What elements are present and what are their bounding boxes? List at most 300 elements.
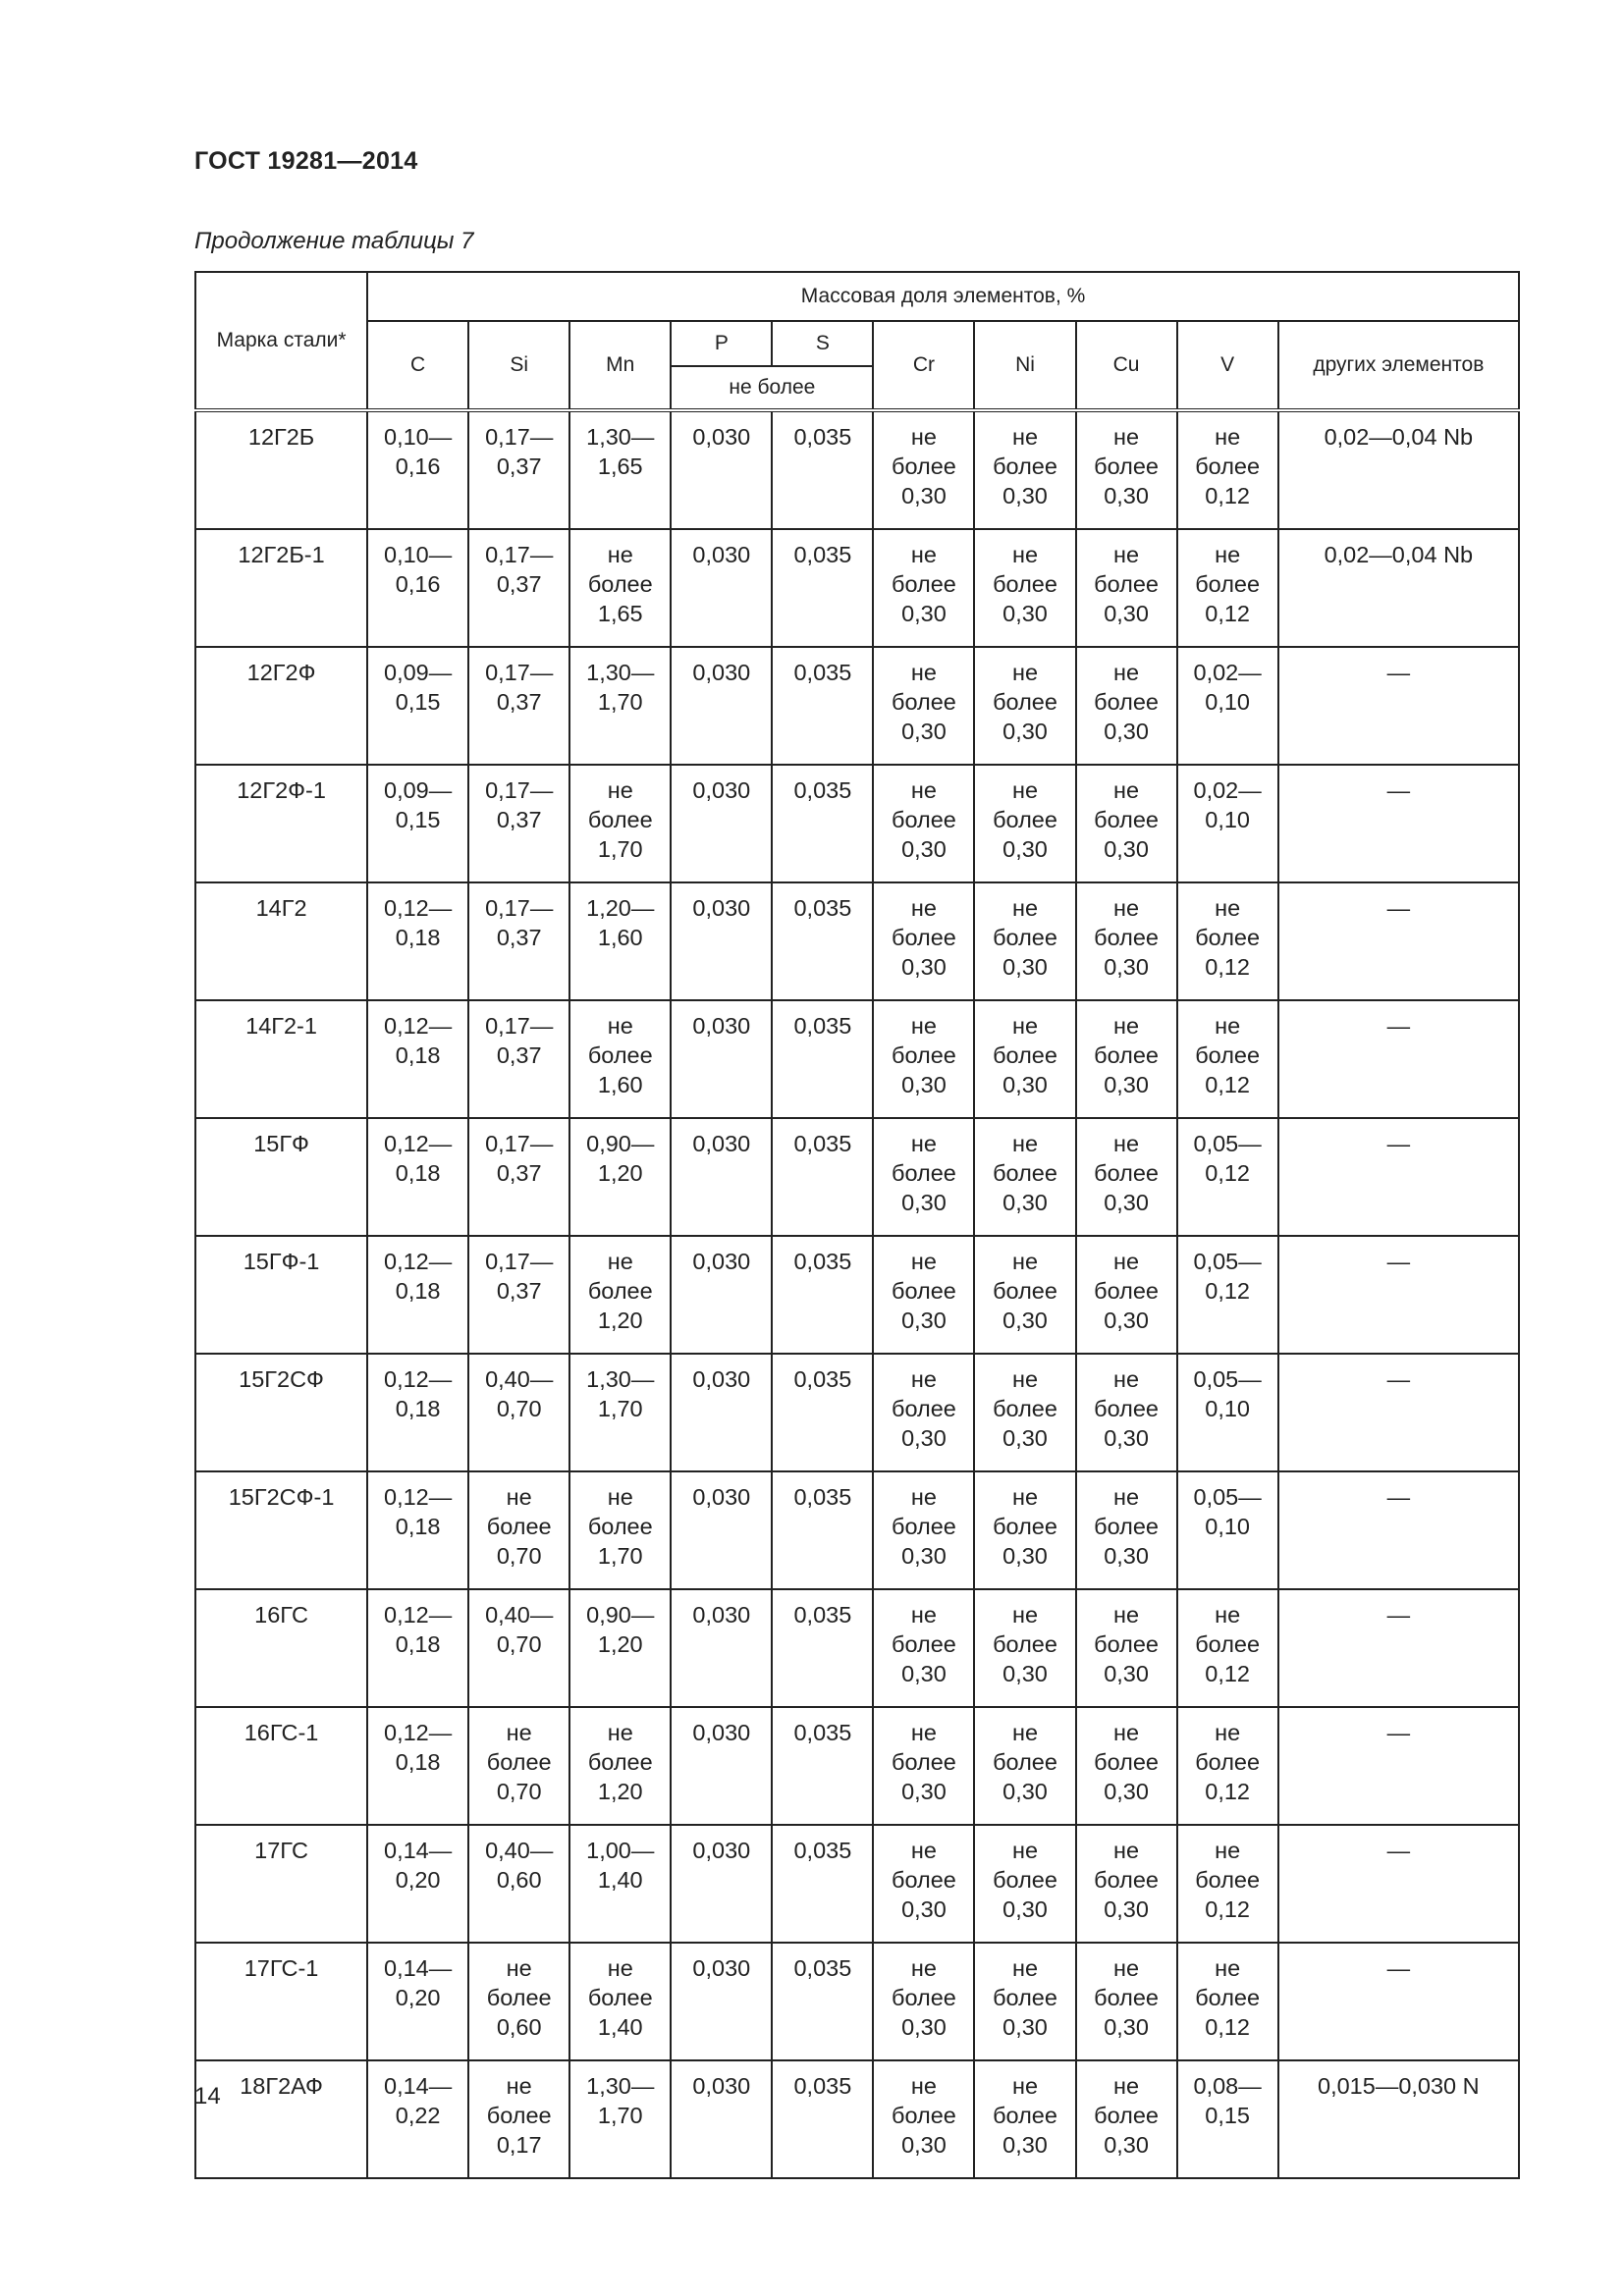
table-caption: Продолжение таблицы 7 <box>194 228 474 254</box>
cell-mn <box>569 1589 671 1707</box>
cell-mn <box>569 1471 671 1589</box>
cell-cu-text: не более 0,30 <box>1094 1366 1160 1451</box>
cell-steel-grade <box>195 765 367 882</box>
cell-cu <box>1076 1118 1177 1236</box>
cell-cr <box>873 765 974 882</box>
cell-steel-grade-text: 15Г2СФ-1 <box>228 1484 335 1510</box>
cell-other-elements-text: 0,015—0,030 N <box>1318 2073 1480 2099</box>
cell-v <box>1177 1707 1278 1825</box>
cell-c-text: 0,12— 0,18 <box>384 1131 453 1186</box>
cell-si <box>468 1236 569 1354</box>
cell-mn <box>569 1707 671 1825</box>
cell-other-elements-text: — <box>1386 1131 1411 1156</box>
cell-p <box>671 882 772 1000</box>
header-si: Si <box>468 321 569 410</box>
cell-ni-text: не более 0,30 <box>993 2073 1057 2158</box>
cell-si-text: 0,40— 0,70 <box>485 1366 554 1421</box>
cell-cr <box>873 1000 974 1118</box>
cell-other-elements <box>1278 765 1519 882</box>
cell-c-text: 0,12— 0,18 <box>384 1720 453 1775</box>
cell-cr <box>873 1825 974 1943</box>
cell-cu-text: не более 0,30 <box>1094 1720 1160 1804</box>
cell-s-text: 0,035 <box>793 1013 852 1039</box>
cell-cu-text: не более 0,30 <box>1094 1838 1160 1922</box>
cell-other-elements <box>1278 529 1519 647</box>
cell-cu <box>1076 1589 1177 1707</box>
cell-mn-text: не более 1,20 <box>587 1720 653 1804</box>
cell-c-text: 0,14— 0,20 <box>384 1838 453 1893</box>
cell-cu <box>1076 1825 1177 1943</box>
table-body <box>195 410 1519 2178</box>
cell-s <box>772 1707 873 1825</box>
table-row <box>195 1118 1519 1236</box>
table-header <box>195 272 1519 410</box>
table-row <box>195 1825 1519 1943</box>
cell-other-elements-text: 0,02—0,04 Nb <box>1324 542 1474 567</box>
cell-ni-text: не более 0,30 <box>993 1249 1057 1333</box>
cell-other-elements <box>1278 1707 1519 1825</box>
cell-c-text: 0,12— 0,18 <box>384 1484 453 1539</box>
cell-steel-grade-text: 15ГФ-1 <box>243 1249 320 1274</box>
cell-cu-text: не более 0,30 <box>1094 2073 1160 2158</box>
cell-cr-text: не более 0,30 <box>892 777 956 862</box>
cell-v-text: не более 0,12 <box>1195 1013 1261 1097</box>
cell-mn <box>569 765 671 882</box>
cell-steel-grade <box>195 529 367 647</box>
cell-ni <box>974 529 1075 647</box>
cell-v-text: 0,05— 0,10 <box>1193 1484 1262 1539</box>
cell-cu-text: не более 0,30 <box>1094 660 1160 744</box>
cell-p <box>671 1236 772 1354</box>
cell-s <box>772 529 873 647</box>
cell-p-text: 0,030 <box>692 424 751 450</box>
cell-other-elements <box>1278 2060 1519 2178</box>
cell-ni-text: не более 0,30 <box>993 1366 1057 1451</box>
cell-cu <box>1076 529 1177 647</box>
cell-v <box>1177 882 1278 1000</box>
table-row <box>195 647 1519 765</box>
cell-steel-grade-text: 15ГФ <box>253 1131 309 1156</box>
cell-mn <box>569 647 671 765</box>
cell-cu-text: не более 0,30 <box>1094 542 1160 626</box>
cell-p-text: 0,030 <box>692 1013 751 1039</box>
cell-si-text: не более 0,60 <box>486 1955 552 2040</box>
cell-ni <box>974 1707 1075 1825</box>
cell-cu <box>1076 1236 1177 1354</box>
cell-mn <box>569 1825 671 1943</box>
cell-v <box>1177 1236 1278 1354</box>
cell-si <box>468 1118 569 1236</box>
cell-si-text: 0,17— 0,37 <box>485 777 554 832</box>
cell-cr-text: не более 0,30 <box>892 542 956 626</box>
cell-ni <box>974 1825 1075 1943</box>
table-row <box>195 1000 1519 1118</box>
cell-cr-text: не более 0,30 <box>892 1720 956 1804</box>
cell-mn <box>569 1354 671 1471</box>
table-row <box>195 882 1519 1000</box>
cell-other-elements <box>1278 1589 1519 1707</box>
cell-ni-text: не более 0,30 <box>993 542 1057 626</box>
cell-cr-text: не более 0,30 <box>892 1484 956 1569</box>
cell-cu <box>1076 1707 1177 1825</box>
cell-p <box>671 1707 772 1825</box>
cell-p-text: 0,030 <box>692 1838 751 1863</box>
cell-mn-text: 1,00— 1,40 <box>586 1838 655 1893</box>
header-not-more: не более <box>671 366 873 410</box>
cell-cr <box>873 1589 974 1707</box>
cell-v-text: не более 0,12 <box>1195 1602 1261 1686</box>
cell-mn <box>569 410 671 529</box>
cell-si <box>468 1589 569 1707</box>
cell-si <box>468 1707 569 1825</box>
cell-s-text: 0,035 <box>793 1838 852 1863</box>
cell-mn <box>569 1118 671 1236</box>
cell-cu <box>1076 647 1177 765</box>
header-other-elements: других элементов <box>1278 321 1519 410</box>
cell-p <box>671 529 772 647</box>
cell-si-text: 0,17— 0,37 <box>485 542 554 597</box>
cell-v-text: не более 0,12 <box>1195 1720 1261 1804</box>
cell-other-elements <box>1278 1943 1519 2060</box>
cell-cr <box>873 882 974 1000</box>
cell-ni <box>974 1236 1075 1354</box>
cell-ni-text: не более 0,30 <box>993 1838 1057 1922</box>
cell-s-text: 0,035 <box>793 2073 852 2099</box>
cell-v-text: 0,08— 0,15 <box>1193 2073 1262 2128</box>
cell-cr <box>873 2060 974 2178</box>
cell-cr-text: не более 0,30 <box>892 2073 956 2158</box>
cell-c <box>367 1471 468 1589</box>
cell-si-text: 0,17— 0,37 <box>485 1249 554 1304</box>
cell-ni <box>974 2060 1075 2178</box>
cell-steel-grade <box>195 410 367 529</box>
cell-steel-grade <box>195 1236 367 1354</box>
cell-ni-text: не более 0,30 <box>993 895 1057 980</box>
cell-ni <box>974 882 1075 1000</box>
cell-cr-text: не более 0,30 <box>892 1955 956 2040</box>
cell-steel-grade-text: 17ГС-1 <box>244 1955 319 1981</box>
cell-p-text: 0,030 <box>692 1366 751 1392</box>
cell-cr <box>873 647 974 765</box>
table-row <box>195 1354 1519 1471</box>
cell-other-elements-text: — <box>1386 1602 1411 1628</box>
cell-other-elements <box>1278 1471 1519 1589</box>
cell-cu <box>1076 2060 1177 2178</box>
cell-mn-text: 0,90— 1,20 <box>586 1602 655 1657</box>
cell-cu <box>1076 1354 1177 1471</box>
cell-steel-grade <box>195 1118 367 1236</box>
cell-s-text: 0,035 <box>793 1131 852 1156</box>
header-mass-fraction: Массовая доля элементов, % <box>367 272 1519 321</box>
cell-ni <box>974 1354 1075 1471</box>
cell-s-text: 0,035 <box>793 660 852 685</box>
cell-steel-grade <box>195 882 367 1000</box>
cell-cr-text: не более 0,30 <box>892 1249 956 1333</box>
header-s: S <box>772 321 873 366</box>
cell-v <box>1177 410 1278 529</box>
cell-v <box>1177 1943 1278 2060</box>
cell-ni-text: не более 0,30 <box>993 1955 1057 2040</box>
cell-steel-grade-text: 15Г2СФ <box>239 1366 324 1392</box>
cell-cu <box>1076 882 1177 1000</box>
cell-c-text: 0,09— 0,15 <box>384 660 453 715</box>
cell-p <box>671 1118 772 1236</box>
table-row <box>195 765 1519 882</box>
cell-ni-text: не более 0,30 <box>993 777 1057 862</box>
cell-p <box>671 410 772 529</box>
cell-mn-text: 1,30— 1,65 <box>586 424 655 479</box>
cell-other-elements <box>1278 1000 1519 1118</box>
cell-cu <box>1076 1000 1177 1118</box>
cell-s-text: 0,035 <box>793 1484 852 1510</box>
header-cr: Cr <box>873 321 974 410</box>
cell-p-text: 0,030 <box>692 1955 751 1981</box>
cell-s <box>772 1236 873 1354</box>
header-ni: Ni <box>974 321 1075 410</box>
cell-cu <box>1076 765 1177 882</box>
cell-c-text: 0,12— 0,18 <box>384 1602 453 1657</box>
cell-si-text: 0,17— 0,37 <box>485 895 554 950</box>
cell-other-elements <box>1278 882 1519 1000</box>
cell-steel-grade-text: 14Г2 <box>255 895 307 921</box>
cell-si <box>468 882 569 1000</box>
cell-cr <box>873 410 974 529</box>
cell-steel-grade-text: 12Г2Ф-1 <box>237 777 326 803</box>
cell-c <box>367 410 468 529</box>
cell-ni <box>974 647 1075 765</box>
cell-mn-text: не более 1,60 <box>587 1013 653 1097</box>
cell-other-elements <box>1278 1354 1519 1471</box>
header-p: P <box>671 321 772 366</box>
cell-v-text: 0,02— 0,10 <box>1193 777 1262 832</box>
table-row <box>195 2060 1519 2178</box>
cell-ni <box>974 1589 1075 1707</box>
table-row <box>195 529 1519 647</box>
cell-si-text: не более 0,70 <box>486 1720 552 1804</box>
cell-ni-text: не более 0,30 <box>993 1131 1057 1215</box>
cell-s <box>772 1471 873 1589</box>
cell-ni-text: не более 0,30 <box>993 1720 1057 1804</box>
cell-v-text: не более 0,12 <box>1195 424 1261 508</box>
cell-cu-text: не более 0,30 <box>1094 777 1160 862</box>
cell-v-text: не более 0,12 <box>1195 895 1261 980</box>
cell-s-text: 0,035 <box>793 424 852 450</box>
cell-si <box>468 1354 569 1471</box>
cell-cu-text: не более 0,30 <box>1094 1955 1160 2040</box>
cell-cu-text: не более 0,30 <box>1094 1602 1160 1686</box>
cell-cu-text: не более 0,30 <box>1094 1484 1160 1569</box>
cell-steel-grade <box>195 1589 367 1707</box>
cell-ni <box>974 1118 1075 1236</box>
table-row <box>195 410 1519 529</box>
cell-steel-grade-text: 12Г2Б <box>247 424 315 450</box>
cell-v <box>1177 765 1278 882</box>
cell-v <box>1177 1825 1278 1943</box>
cell-cr <box>873 529 974 647</box>
cell-p <box>671 1589 772 1707</box>
cell-steel-grade-text: 17ГС <box>254 1838 308 1863</box>
cell-cr-text: не более 0,30 <box>892 424 956 508</box>
cell-s-text: 0,035 <box>793 895 852 921</box>
cell-c <box>367 765 468 882</box>
cell-cu-text: не более 0,30 <box>1094 1249 1160 1333</box>
cell-ni-text: не более 0,30 <box>993 1484 1057 1569</box>
cell-si-text: не более 0,17 <box>486 2073 552 2158</box>
cell-v <box>1177 1118 1278 1236</box>
cell-steel-grade-text: 12Г2Ф <box>246 660 316 685</box>
cell-si-text: 0,17— 0,37 <box>485 424 554 479</box>
cell-other-elements-text: — <box>1386 1484 1411 1510</box>
cell-cu-text: не более 0,30 <box>1094 1013 1160 1097</box>
cell-mn-text: 1,20— 1,60 <box>586 895 655 950</box>
cell-p-text: 0,030 <box>692 1484 751 1510</box>
cell-steel-grade-text: 18Г2АФ <box>240 2073 323 2099</box>
cell-s-text: 0,035 <box>793 1602 852 1628</box>
cell-v <box>1177 529 1278 647</box>
cell-ni <box>974 1471 1075 1589</box>
cell-other-elements-text: — <box>1386 1366 1411 1392</box>
page-number: 14 <box>194 2083 221 2109</box>
cell-c-text: 0,12— 0,18 <box>384 1249 453 1304</box>
cell-cr <box>873 1236 974 1354</box>
cell-s <box>772 410 873 529</box>
cell-steel-grade-text: 14Г2-1 <box>245 1013 317 1039</box>
cell-si-text: 0,17— 0,37 <box>485 660 554 715</box>
cell-si <box>468 1000 569 1118</box>
cell-v <box>1177 1000 1278 1118</box>
cell-steel-grade-text: 16ГС <box>254 1602 308 1628</box>
cell-mn <box>569 1236 671 1354</box>
cell-other-elements <box>1278 647 1519 765</box>
cell-s <box>772 1354 873 1471</box>
cell-p <box>671 1471 772 1589</box>
cell-p-text: 0,030 <box>692 542 751 567</box>
cell-si-text: 0,17— 0,37 <box>485 1131 554 1186</box>
cell-s-text: 0,035 <box>793 1955 852 1981</box>
cell-c <box>367 1118 468 1236</box>
cell-mn-text: 1,30— 1,70 <box>586 2073 655 2128</box>
cell-ni-text: не более 0,30 <box>993 660 1057 744</box>
cell-v <box>1177 1589 1278 1707</box>
cell-steel-grade <box>195 1707 367 1825</box>
cell-s-text: 0,035 <box>793 1249 852 1274</box>
cell-cr-text: не более 0,30 <box>892 1838 956 1922</box>
cell-v-text: не более 0,12 <box>1195 1838 1261 1922</box>
cell-other-elements <box>1278 1825 1519 1943</box>
cell-c <box>367 1589 468 1707</box>
cell-ni-text: не более 0,30 <box>993 1013 1057 1097</box>
cell-v-text: не более 0,12 <box>1195 1955 1261 2040</box>
cell-steel-grade-text: 12Г2Б-1 <box>238 542 325 567</box>
cell-si-text: 0,17— 0,37 <box>485 1013 554 1068</box>
cell-si <box>468 1471 569 1589</box>
cell-ni <box>974 1000 1075 1118</box>
cell-s <box>772 1000 873 1118</box>
cell-si <box>468 1825 569 1943</box>
cell-si-text: 0,40— 0,70 <box>485 1602 554 1657</box>
cell-mn-text: не более 1,40 <box>587 1955 653 2040</box>
cell-steel-grade <box>195 1000 367 1118</box>
cell-ni <box>974 1943 1075 2060</box>
cell-steel-grade <box>195 1825 367 1943</box>
cell-cr-text: не более 0,30 <box>892 1366 956 1451</box>
cell-si <box>468 765 569 882</box>
cell-cr <box>873 1943 974 2060</box>
cell-p-text: 0,030 <box>692 895 751 921</box>
cell-other-elements-text: — <box>1386 895 1411 921</box>
cell-p <box>671 765 772 882</box>
cell-steel-grade <box>195 1354 367 1471</box>
cell-steel-grade <box>195 1943 367 2060</box>
cell-p-text: 0,030 <box>692 1602 751 1628</box>
cell-v <box>1177 647 1278 765</box>
cell-s <box>772 1589 873 1707</box>
cell-cr <box>873 1707 974 1825</box>
cell-c <box>367 1825 468 1943</box>
cell-s <box>772 1825 873 1943</box>
cell-other-elements-text: — <box>1386 1249 1411 1274</box>
cell-p <box>671 1000 772 1118</box>
cell-ni-text: не более 0,30 <box>993 424 1057 508</box>
cell-other-elements <box>1278 1118 1519 1236</box>
chemical-composition-table <box>194 271 1520 2179</box>
cell-c <box>367 647 468 765</box>
cell-p <box>671 647 772 765</box>
cell-mn-text: 1,30— 1,70 <box>586 660 655 715</box>
cell-cr <box>873 1471 974 1589</box>
cell-mn-text: не более 1,20 <box>587 1249 653 1333</box>
cell-cr-text: не более 0,30 <box>892 1602 956 1686</box>
cell-v-text: 0,05— 0,10 <box>1193 1366 1262 1421</box>
cell-mn-text: не более 1,70 <box>587 1484 653 1569</box>
cell-p-text: 0,030 <box>692 777 751 803</box>
cell-v <box>1177 1471 1278 1589</box>
cell-cu-text: не более 0,30 <box>1094 1131 1160 1215</box>
cell-si <box>468 410 569 529</box>
cell-cu <box>1076 1943 1177 2060</box>
cell-c <box>367 2060 468 2178</box>
cell-p-text: 0,030 <box>692 2073 751 2099</box>
cell-cr <box>873 1354 974 1471</box>
cell-mn <box>569 1943 671 2060</box>
cell-c-text: 0,10— 0,16 <box>384 424 453 479</box>
cell-mn-text: не более 1,70 <box>587 777 653 862</box>
cell-p <box>671 1825 772 1943</box>
cell-p <box>671 1354 772 1471</box>
cell-c <box>367 1236 468 1354</box>
cell-c-text: 0,12— 0,18 <box>384 1366 453 1421</box>
cell-ni <box>974 410 1075 529</box>
cell-si <box>468 529 569 647</box>
cell-other-elements-text: — <box>1386 660 1411 685</box>
cell-s <box>772 1118 873 1236</box>
cell-other-elements-text: — <box>1386 1955 1411 1981</box>
cell-other-elements <box>1278 410 1519 529</box>
cell-other-elements-text: — <box>1386 1013 1411 1039</box>
cell-p-text: 0,030 <box>692 660 751 685</box>
cell-p-text: 0,030 <box>692 1720 751 1745</box>
cell-cr-text: не более 0,30 <box>892 1131 956 1215</box>
cell-s-text: 0,035 <box>793 777 852 803</box>
cell-mn-text: 1,30— 1,70 <box>586 1366 655 1421</box>
cell-p <box>671 1943 772 2060</box>
cell-cu-text: не более 0,30 <box>1094 424 1160 508</box>
header-steel-grade: Марка стали* <box>195 272 367 410</box>
cell-cu-text: не более 0,30 <box>1094 895 1160 980</box>
cell-p-text: 0,030 <box>692 1131 751 1156</box>
cell-p <box>671 2060 772 2178</box>
cell-other-elements-text: — <box>1386 1720 1411 1745</box>
